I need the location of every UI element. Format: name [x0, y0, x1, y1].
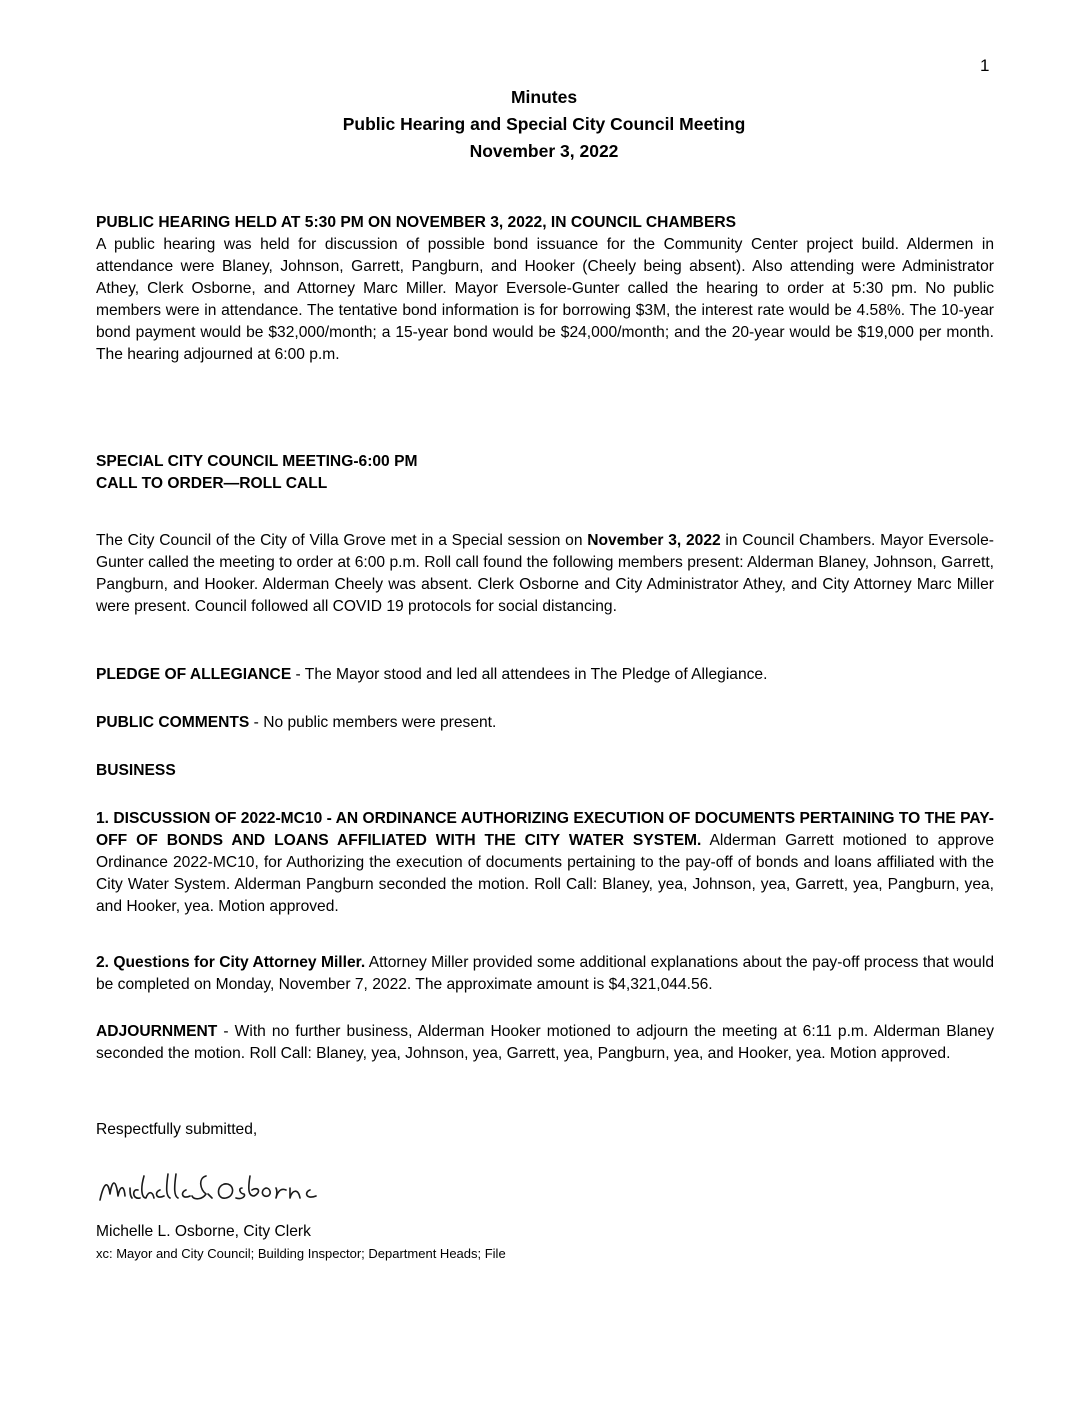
title-meeting-name: Public Hearing and Special City Council Meeting: [342, 114, 746, 134]
adjournment-label: ADJOURNMENT: [96, 1023, 218, 1040]
special-meeting-heading: SPECIAL CITY COUNCIL MEETING-6:00 PM: [96, 453, 418, 470]
business-heading: BUSINESS: [96, 762, 176, 779]
business-item-1: [96, 808, 994, 918]
adjournment-text: - With no further business, Alderman Hooker motioned to adjourn the meeting at 6:11 p.m. Alderman Blaney seconded the motion. Roll Call: Blaney, yea, Johnson, yea, Garrett, yea, Pangburn, yea, and Hooker, yea. Motion approved.: [96, 1023, 994, 1062]
distribution-list: xc: Mayor and City Council; Building Inspector; Department Heads; File: [96, 1246, 506, 1261]
pledge-paragraph: [96, 664, 994, 686]
public-comments-label: PUBLIC COMMENTS: [96, 714, 250, 731]
title-date: November 3, 2022: [469, 141, 619, 161]
pledge-text: - The Mayor stood and led all attendees in The Pledge of Allegiance.: [291, 666, 768, 683]
public-hearing-section: [96, 212, 994, 366]
special-meeting-section: [96, 451, 994, 495]
adjournment-paragraph: [96, 1021, 994, 1065]
call-to-order-text: [96, 530, 994, 618]
respectfully-submitted: Respectfully submitted,: [96, 1121, 258, 1138]
title-minutes: Minutes: [510, 87, 578, 107]
pledge-label: PLEDGE OF ALLEGIANCE: [96, 666, 292, 683]
business-item-2-title: 2. Questions for City Attorney Miller.: [96, 954, 366, 971]
public-hearing-heading: PUBLIC HEARING HELD AT 5:30 PM ON NOVEMBER 3, 2022, IN COUNCIL CHAMBERS: [96, 214, 737, 231]
clerk-name-title: Michelle L. Osborne, City Clerk: [96, 1223, 311, 1240]
page-number: 1: [980, 56, 990, 75]
business-item-1-title: 1. DISCUSSION OF 2022-MC10 - AN ORDINANCE AUTHORIZING EXECUTION OF DOCUMENTS PERTAINING TO THE PAY-OFF OF BONDS AND LOANS AFFILIATED WITH THE CITY WATER SYSTEM.: [96, 810, 994, 849]
meeting-date: November 3, 2022: [587, 532, 721, 549]
business-item-1-text: Alderman Garrett motioned to approve Ordinance 2022-MC10, for Authorizing the execution of documents pertaining to the pay-off of bonds and loans affiliated with the City Water System. Alderman Pangburn seconded the motion. Roll Call: Blaney, yea, Johnson, yea, Garrett, yea, Pangburn, yea, and Hooker, yea. Motion approved.: [96, 832, 994, 915]
public-comments-paragraph: [96, 712, 994, 734]
handwritten-signature: [94, 1166, 364, 1218]
public-hearing-text: A public hearing was held for discussion of possible bond issuance for the Community Center project build. Aldermen in attendance were Blaney, Johnson, Garrett, Pangburn, and Hooker (Cheely being absent). Also attending were Administrator Athey, Clerk Osborne, and Attorney Marc Miller. Mayor Eversole-Gunter called the hearing to order at 5:30 pm. No public members were in attendance. The tentative bond information is for borrowing $3M, the interest rate would be 4.58%. The 10-year bond payment would be $32,000/month; a 15-year bond would be $24,000/month; and the 20-year would be $19,000 per month. The hearing adjourned at 6:00 p.m.: [96, 236, 994, 363]
business-item-2: [96, 952, 994, 996]
call-to-order-heading: CALL TO ORDER—ROLL CALL: [96, 475, 328, 492]
business-item-2-text: Attorney Miller provided some additional explanations about the pay-off process that would be completed on Monday, November 7, 2022. The approximate amount is $4,321,044.56.: [96, 954, 994, 993]
public-comments-text: - No public members were present.: [249, 714, 497, 731]
call-to-order-text-rest: in Council Chambers. Mayor Eversole-Gunter called the meeting to order at 6:00 p.m. Roll call found the following members present: Alderman Blaney, Johnson, Garrett, Pangburn, and Hooker. Alderman Cheely was absent. Clerk Osborne and City Administrator Athey, and City Attorney Marc Miller were present. Council followed all COVID 19 protocols for social distancing.: [96, 532, 994, 615]
call-to-order-text-start: The City Council of the City of Villa Grove met in a Special session on: [96, 532, 588, 549]
document-title: [0, 84, 1088, 165]
